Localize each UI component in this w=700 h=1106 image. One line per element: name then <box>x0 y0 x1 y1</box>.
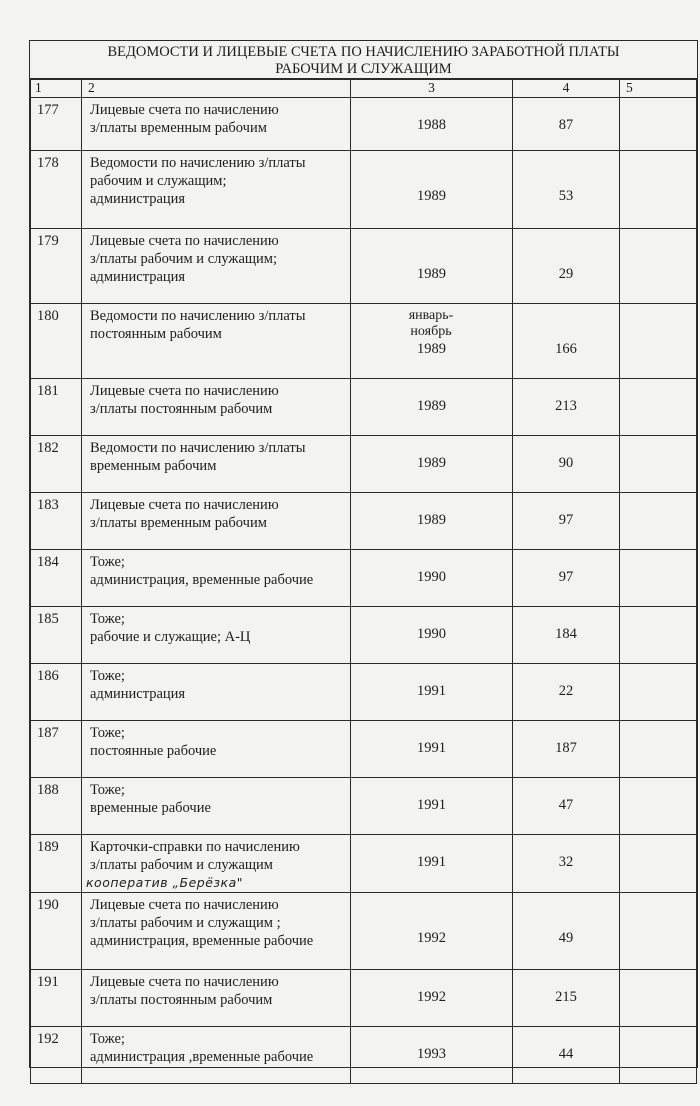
item-number: 177 <box>31 98 82 151</box>
item-dates <box>351 304 513 379</box>
item-year: 1991 <box>417 797 446 813</box>
item-title-line: з/платы рабочим и служащим; <box>90 251 278 267</box>
item-title-line: временные рабочие <box>90 800 211 816</box>
table-row <box>31 607 697 664</box>
table-row <box>31 835 697 893</box>
item-title-line: Тоже; <box>90 611 125 627</box>
item-number: 186 <box>31 664 82 721</box>
item-title <box>82 721 351 778</box>
item-remarks <box>620 98 697 151</box>
item-number: 181 <box>31 379 82 436</box>
item-remarks <box>620 493 697 550</box>
item-title <box>82 1027 351 1084</box>
item-title-line: постоянные рабочие <box>90 743 217 759</box>
item-number: 184 <box>31 550 82 607</box>
item-count: 22 <box>558 683 574 699</box>
table-row <box>31 664 697 721</box>
table-row <box>31 98 697 151</box>
table-row <box>31 721 697 778</box>
column-number-row <box>31 80 697 98</box>
item-title-line: з/платы постоянным рабочим <box>90 992 273 1008</box>
item-title-line: Лицевые счета по начислению <box>90 383 279 399</box>
item-title <box>82 664 351 721</box>
item-dates <box>351 721 513 778</box>
item-title <box>82 970 351 1027</box>
item-title-line: з/платы временным рабочим <box>90 515 267 531</box>
item-year: 1989 <box>417 512 446 528</box>
table-row <box>31 229 697 304</box>
item-sheet-count <box>513 778 620 835</box>
item-title-line: Ведомости по начислению з/платы <box>90 440 306 456</box>
item-remarks <box>620 778 697 835</box>
item-sheet-count <box>513 304 620 379</box>
item-title-line: з/платы рабочим и служащим ; <box>90 915 281 931</box>
item-title-line: з/платы временным рабочим <box>90 120 267 136</box>
table-row <box>31 893 697 970</box>
item-title <box>82 893 351 970</box>
item-dates <box>351 550 513 607</box>
item-sheet-count <box>513 1027 620 1084</box>
item-remarks <box>620 721 697 778</box>
item-year: 1989 <box>417 188 446 204</box>
table-row <box>31 436 697 493</box>
item-title <box>82 778 351 835</box>
item-number: 190 <box>31 893 82 970</box>
item-dates <box>351 664 513 721</box>
inventory-sheet <box>29 40 698 1068</box>
item-dates <box>351 1027 513 1084</box>
item-sheet-count <box>513 550 620 607</box>
item-title <box>82 550 351 607</box>
item-sheet-count <box>513 379 620 436</box>
item-year: 1990 <box>417 569 446 585</box>
item-sheet-count <box>513 436 620 493</box>
item-title <box>82 493 351 550</box>
item-count: 53 <box>558 188 574 204</box>
item-title-line: Лицевые счета по начислению <box>90 974 279 990</box>
item-number: 185 <box>31 607 82 664</box>
item-sheet-count <box>513 98 620 151</box>
item-year: 1991 <box>417 740 446 756</box>
item-year: 1991 <box>417 854 446 870</box>
item-remarks <box>620 664 697 721</box>
table-row <box>31 493 697 550</box>
item-sheet-count <box>513 721 620 778</box>
item-count: 215 <box>555 989 577 1005</box>
item-count: 32 <box>558 854 574 870</box>
item-remarks <box>620 893 697 970</box>
item-title-line: постоянным рабочим <box>90 326 222 342</box>
item-title <box>82 436 351 493</box>
item-dates <box>351 229 513 304</box>
item-title-line: Тоже; <box>90 725 125 741</box>
column-number: 1 <box>31 80 82 98</box>
item-count: 90 <box>558 455 574 471</box>
item-title-line: Тоже; <box>90 1031 125 1047</box>
table-row <box>31 970 697 1027</box>
item-dates <box>351 436 513 493</box>
item-count: 49 <box>558 930 574 946</box>
item-sheet-count <box>513 664 620 721</box>
item-title-line: Лицевые счета по начислению <box>90 497 279 513</box>
column-number: 2 <box>82 80 351 98</box>
table-row <box>31 1027 697 1084</box>
title-line-2: РАБОЧИМ И СЛУЖАЩИМ <box>275 61 452 77</box>
item-count: 44 <box>558 1046 574 1062</box>
item-year: 1990 <box>417 626 446 642</box>
item-remarks <box>620 436 697 493</box>
item-title <box>82 304 351 379</box>
item-count: 187 <box>555 740 577 756</box>
item-title-line: администрация <box>90 686 186 702</box>
table-row <box>31 550 697 607</box>
table-row <box>31 379 697 436</box>
item-dates <box>351 607 513 664</box>
item-title <box>82 151 351 229</box>
item-sheet-count <box>513 493 620 550</box>
inventory-table <box>30 79 697 1084</box>
item-count: 213 <box>555 398 577 414</box>
item-number: 183 <box>31 493 82 550</box>
item-remarks <box>620 304 697 379</box>
item-count: 97 <box>558 569 574 585</box>
item-sheet-count <box>513 229 620 304</box>
column-number: 5 <box>620 80 697 98</box>
item-count: 184 <box>555 626 577 642</box>
item-sheet-count <box>513 835 620 893</box>
item-remarks <box>620 379 697 436</box>
item-count: 29 <box>558 266 574 282</box>
item-sheet-count <box>513 893 620 970</box>
item-year: 1991 <box>417 683 446 699</box>
item-remarks <box>620 835 697 893</box>
item-title <box>82 229 351 304</box>
item-number: 178 <box>31 151 82 229</box>
item-number: 191 <box>31 970 82 1027</box>
item-year: 1989 <box>417 398 446 414</box>
item-remarks <box>620 229 697 304</box>
item-title-line: Ведомости по начислению з/платы <box>90 155 306 171</box>
item-remarks <box>620 550 697 607</box>
item-title-line: администрация ,временные рабочие <box>90 1049 314 1065</box>
item-title <box>82 835 351 893</box>
item-number: 189 <box>31 835 82 893</box>
item-title-line: Лицевые счета по начислению <box>90 233 279 249</box>
item-title <box>82 98 351 151</box>
item-dates <box>351 970 513 1027</box>
item-count: 47 <box>558 797 574 813</box>
column-number: 4 <box>513 80 620 98</box>
item-title-line: администрация, временные рабочие <box>90 572 314 588</box>
item-title-line: Лицевые счета по начислению <box>90 897 279 913</box>
item-title <box>82 379 351 436</box>
item-number: 182 <box>31 436 82 493</box>
column-number: 3 <box>351 80 513 98</box>
item-title-line: Лицевые счета по начислению <box>90 102 279 118</box>
item-remarks <box>620 151 697 229</box>
item-remarks <box>620 607 697 664</box>
item-dates <box>351 379 513 436</box>
item-number: 187 <box>31 721 82 778</box>
title-line-1: ВЕДОМОСТИ И ЛИЦЕВЫЕ СЧЕТА ПО НАЧИСЛЕНИЮ ЗАРАБОТНОЙ ПЛАТЫ <box>107 44 620 60</box>
item-count: 166 <box>555 341 577 357</box>
item-year: 1993 <box>417 1046 446 1062</box>
item-title-line: Карточки-справки по начислению <box>90 839 300 855</box>
table-row <box>31 778 697 835</box>
item-year: 1988 <box>417 117 446 133</box>
item-dates <box>351 778 513 835</box>
item-title-line: администрация, временные рабочие <box>90 933 314 949</box>
item-year: 1992 <box>417 989 446 1005</box>
item-title-line: з/платы рабочим и служащим <box>90 857 273 873</box>
item-dates <box>351 151 513 229</box>
item-sheet-count <box>513 970 620 1027</box>
item-title-line: рабочим и служащим; <box>90 173 227 189</box>
item-title <box>82 607 351 664</box>
item-remarks <box>620 970 697 1027</box>
item-title-line: Тоже; <box>90 782 125 798</box>
item-year: 1992 <box>417 930 446 946</box>
item-count: 97 <box>558 512 574 528</box>
item-dates <box>351 835 513 893</box>
item-title-line: рабочие и служащие; А-Ц <box>90 629 251 645</box>
item-sheet-count <box>513 607 620 664</box>
item-title-line: Тоже; <box>90 554 125 570</box>
item-sheet-count <box>513 151 620 229</box>
item-number: 180 <box>31 304 82 379</box>
page-title <box>30 41 697 79</box>
item-dates <box>351 98 513 151</box>
item-title-line: администрация <box>90 269 186 285</box>
item-number: 179 <box>31 229 82 304</box>
table-row <box>31 304 697 379</box>
item-title-line: администрация <box>90 191 186 207</box>
item-number: 188 <box>31 778 82 835</box>
item-title-line: Ведомости по начислению з/платы <box>90 308 306 324</box>
table-row <box>31 151 697 229</box>
item-remarks <box>620 1027 697 1084</box>
item-title-line: Тоже; <box>90 668 125 684</box>
item-title-line: з/платы постоянным рабочим <box>90 401 273 417</box>
date-note: январь-ноябрь <box>408 308 454 339</box>
item-dates <box>351 493 513 550</box>
item-count: 87 <box>558 117 574 133</box>
item-year: 1989 <box>417 341 446 357</box>
item-title-line: временным рабочим <box>90 458 217 474</box>
handwritten-note: кооператив „Берёзка" <box>86 875 244 890</box>
item-year: 1989 <box>417 455 446 471</box>
item-dates <box>351 893 513 970</box>
item-year: 1989 <box>417 266 446 282</box>
item-number: 192 <box>31 1027 82 1084</box>
